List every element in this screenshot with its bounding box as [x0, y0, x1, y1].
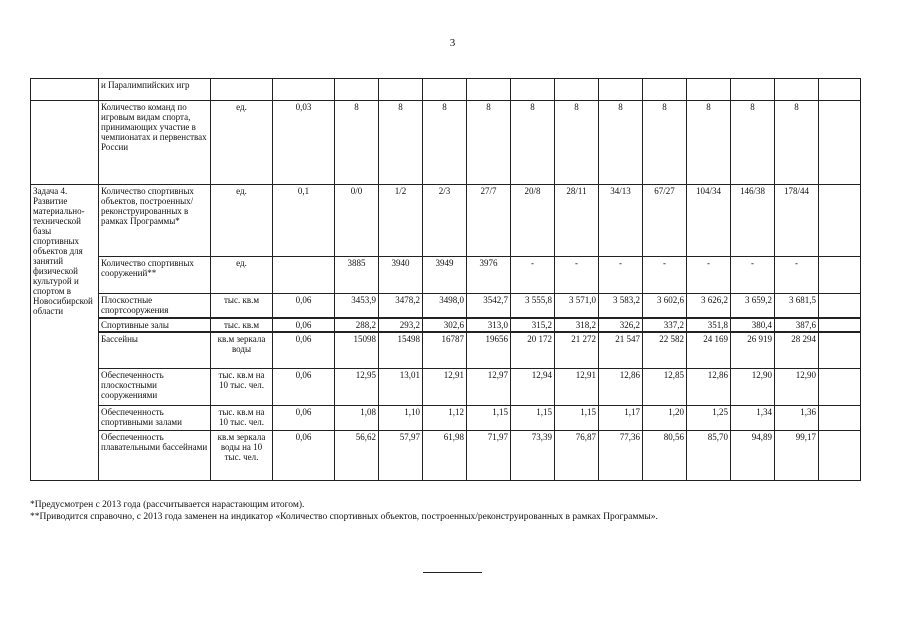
value-cell: 77,36: [599, 431, 643, 481]
weight-cell: [273, 257, 335, 294]
table-body: [31, 79, 861, 481]
value-cell: 1,15: [555, 406, 599, 431]
value-cell: 20/8: [511, 185, 555, 257]
value-cell: 178/44: [775, 185, 819, 257]
value-cell: 19656: [467, 332, 511, 369]
value-cell: 57,97: [379, 431, 423, 481]
value-cell: 3 602,6: [643, 294, 687, 318]
task-cell: Задача 4. Развитие материально-технической базы спортивных объектов для занятий физической культурой и спортом в Новосибирской области: [31, 185, 99, 481]
value-cell: 1,10: [379, 406, 423, 431]
value-cell: 1,15: [467, 406, 511, 431]
value-cell: 0/0: [335, 185, 379, 257]
value-cell: -: [687, 257, 731, 294]
value-cell: 3 571,0: [555, 294, 599, 318]
unit-cell: тыс. кв.м: [211, 294, 273, 318]
value-cell: 1,12: [423, 406, 467, 431]
value-cell: -: [599, 257, 643, 294]
indicator-name: Спортивные залы: [99, 318, 211, 332]
value-cell: [687, 79, 731, 101]
value-cell: 12,85: [643, 369, 687, 406]
value-cell: [819, 79, 861, 101]
value-cell: [643, 79, 687, 101]
value-cell: 3 583,2: [599, 294, 643, 318]
indicator-name: Количество спортивных сооружений**: [99, 257, 211, 294]
indicator-name: Обеспеченность спортивными залами: [99, 406, 211, 431]
unit-cell: ед.: [211, 101, 273, 185]
footnotes: [30, 499, 658, 523]
end-rule: [423, 572, 482, 573]
value-cell: 99,17: [775, 431, 819, 481]
value-cell: 146/38: [731, 185, 775, 257]
value-cell: 3 681,5: [775, 294, 819, 318]
value-cell: 8: [599, 101, 643, 185]
page-number: 3: [449, 37, 456, 49]
value-cell: 28/11: [555, 185, 599, 257]
value-cell: 3 626,2: [687, 294, 731, 318]
value-cell: 104/34: [687, 185, 731, 257]
value-cell: 1/2: [379, 185, 423, 257]
value-cell: -: [775, 257, 819, 294]
value-cell: 3885: [335, 257, 379, 294]
value-cell: 67/27: [643, 185, 687, 257]
value-cell: 28 294: [775, 332, 819, 369]
table-row: [31, 431, 861, 481]
value-cell: 8: [731, 101, 775, 185]
value-cell: 1,17: [599, 406, 643, 431]
value-cell: 1,25: [687, 406, 731, 431]
value-cell: [819, 318, 861, 332]
value-cell: 8: [775, 101, 819, 185]
table-row: [31, 185, 861, 257]
weight-cell: 0,06: [273, 431, 335, 481]
value-cell: [555, 79, 599, 101]
value-cell: 20 172: [511, 332, 555, 369]
value-cell: 3542,7: [467, 294, 511, 318]
value-cell: 337,2: [643, 318, 687, 332]
footnote: *Предусмотрен с 2013 года (рассчитывается нарастающим итогом).: [30, 500, 305, 510]
value-cell: [731, 79, 775, 101]
value-cell: 3 555,8: [511, 294, 555, 318]
value-cell: 8: [467, 101, 511, 185]
weight-cell: 0,06: [273, 294, 335, 318]
value-cell: 24 169: [687, 332, 731, 369]
value-cell: 85,70: [687, 431, 731, 481]
value-cell: 1,34: [731, 406, 775, 431]
value-cell: 12,90: [731, 369, 775, 406]
value-cell: 351,8: [687, 318, 731, 332]
table-row: [31, 101, 861, 185]
value-cell: 61,98: [423, 431, 467, 481]
value-cell: 293,2: [379, 318, 423, 332]
value-cell: 56,62: [335, 431, 379, 481]
value-cell: 12,86: [687, 369, 731, 406]
indicator-name: Количество команд по игровым видам спорта, принимающих участие в чемпионатах и первенствах России: [99, 101, 211, 185]
footnote: **Приводится справочно, с 2013 года заменен на индикатор «Количество спортивных объектов, построенных/реконструированных в рамках Программы».: [30, 512, 658, 522]
value-cell: 13,01: [379, 369, 423, 406]
value-cell: 12,86: [599, 369, 643, 406]
value-cell: 326,2: [599, 318, 643, 332]
value-cell: 1,08: [335, 406, 379, 431]
value-cell: [775, 79, 819, 101]
value-cell: 387,6: [775, 318, 819, 332]
value-cell: 15098: [335, 332, 379, 369]
value-cell: 3498,0: [423, 294, 467, 318]
weight-cell: 0,03: [273, 101, 335, 185]
value-cell: 3478,2: [379, 294, 423, 318]
task-cell-empty: [31, 79, 99, 101]
value-cell: [423, 79, 467, 101]
value-cell: [335, 79, 379, 101]
value-cell: 12,97: [467, 369, 511, 406]
value-cell: [819, 369, 861, 406]
value-cell: 3976: [467, 257, 511, 294]
table-row: [31, 257, 861, 294]
value-cell: 80,56: [643, 431, 687, 481]
value-cell: [511, 79, 555, 101]
indicator-name: и Паралимпийских игр: [99, 79, 211, 101]
value-cell: 1,20: [643, 406, 687, 431]
value-cell: 16787: [423, 332, 467, 369]
value-cell: 22 582: [643, 332, 687, 369]
value-cell: 8: [423, 101, 467, 185]
value-cell: [819, 332, 861, 369]
table-row: [31, 79, 861, 101]
value-cell: 313,0: [467, 318, 511, 332]
value-cell: [379, 79, 423, 101]
weight-cell: 0,06: [273, 318, 335, 332]
unit-cell: [211, 79, 273, 101]
value-cell: 12,95: [335, 369, 379, 406]
weight-cell: 0,06: [273, 332, 335, 369]
value-cell: -: [643, 257, 687, 294]
value-cell: 21 272: [555, 332, 599, 369]
value-cell: 318,2: [555, 318, 599, 332]
value-cell: 315,2: [511, 318, 555, 332]
value-cell: 302,6: [423, 318, 467, 332]
value-cell: 3453,9: [335, 294, 379, 318]
table-row: [31, 318, 861, 332]
table-row: [31, 294, 861, 318]
value-cell: 3940: [379, 257, 423, 294]
value-cell: 94,89: [731, 431, 775, 481]
value-cell: 21 547: [599, 332, 643, 369]
value-cell: 8: [643, 101, 687, 185]
value-cell: 1,36: [775, 406, 819, 431]
unit-cell: тыс. кв.м: [211, 318, 273, 332]
value-cell: 380,4: [731, 318, 775, 332]
indicator-name: Бассейны: [99, 332, 211, 369]
value-cell: [819, 101, 861, 185]
unit-cell: тыс. кв.м на 10 тыс. чел.: [211, 369, 273, 406]
value-cell: 8: [335, 101, 379, 185]
unit-cell: кв.м зеркала воды на 10 тыс. чел.: [211, 431, 273, 481]
value-cell: -: [511, 257, 555, 294]
table-row: [31, 406, 861, 431]
indicator-name: Плоскостные спортсооружения: [99, 294, 211, 318]
unit-cell: ед.: [211, 257, 273, 294]
weight-cell: [273, 79, 335, 101]
value-cell: [819, 185, 861, 257]
value-cell: 12,91: [423, 369, 467, 406]
unit-cell: ед.: [211, 185, 273, 257]
value-cell: 8: [555, 101, 599, 185]
value-cell: 3 659,2: [731, 294, 775, 318]
value-cell: 15498: [379, 332, 423, 369]
value-cell: 12,90: [775, 369, 819, 406]
weight-cell: 0,06: [273, 406, 335, 431]
indicator-name: Количество спортивных объектов, построенных/реконструированных в рамках Программы*: [99, 185, 211, 257]
value-cell: -: [555, 257, 599, 294]
indicators-table: [30, 78, 861, 481]
value-cell: -: [731, 257, 775, 294]
value-cell: 76,87: [555, 431, 599, 481]
value-cell: 12,91: [555, 369, 599, 406]
weight-cell: 0,1: [273, 185, 335, 257]
value-cell: 8: [511, 101, 555, 185]
unit-cell: тыс. кв.м на 10 тыс. чел.: [211, 406, 273, 431]
indicator-name: Обеспеченность плоскостными сооружениями: [99, 369, 211, 406]
task-cell-empty: [31, 101, 99, 185]
unit-cell: кв.м зеркала воды: [211, 332, 273, 369]
indicator-name: Обеспеченность плавательными бассейнами: [99, 431, 211, 481]
value-cell: 34/13: [599, 185, 643, 257]
value-cell: 27/7: [467, 185, 511, 257]
value-cell: 2/3: [423, 185, 467, 257]
value-cell: 288,2: [335, 318, 379, 332]
value-cell: 71,97: [467, 431, 511, 481]
value-cell: 73,39: [511, 431, 555, 481]
value-cell: 1,15: [511, 406, 555, 431]
value-cell: 8: [687, 101, 731, 185]
value-cell: [819, 406, 861, 431]
value-cell: [819, 257, 861, 294]
value-cell: 26 919: [731, 332, 775, 369]
value-cell: [599, 79, 643, 101]
table-row: [31, 332, 861, 369]
value-cell: [819, 294, 861, 318]
weight-cell: 0,06: [273, 369, 335, 406]
value-cell: [467, 79, 511, 101]
table-row: [31, 369, 861, 406]
value-cell: 8: [379, 101, 423, 185]
value-cell: [819, 431, 861, 481]
value-cell: 12,94: [511, 369, 555, 406]
value-cell: 3949: [423, 257, 467, 294]
